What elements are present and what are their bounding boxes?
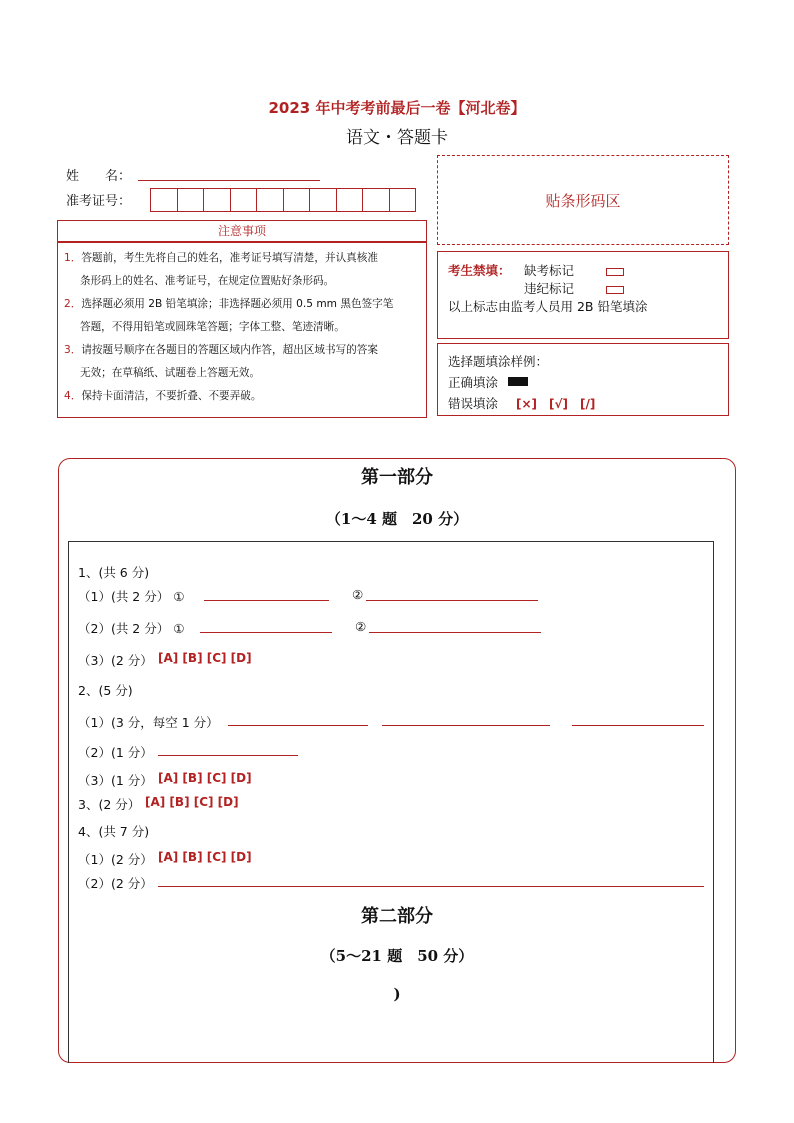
q1-header: 1、(共 6 分) (78, 565, 150, 580)
q4-2-label: （2）(2 分） (78, 876, 153, 891)
notice-item: 4．保持卡面清洁，不要折叠、不要弄破。 (64, 390, 262, 402)
correct-fill-sample (508, 377, 528, 386)
q2-header: 2、(5 分) (78, 683, 133, 698)
q1-1-answer-b[interactable] (366, 600, 538, 601)
absent-label: 缺考标记 (524, 263, 575, 278)
violation-label: 违纪标记 (524, 281, 575, 296)
q4-2-answer[interactable] (158, 886, 704, 887)
fill-example-title: 选择题填涂样例： (448, 354, 549, 369)
q1-1-circle2: ② (352, 587, 364, 602)
q1-3-label: （3）(2 分） (78, 653, 153, 668)
id-box[interactable] (151, 189, 178, 211)
id-box[interactable] (231, 189, 258, 211)
q4-1-label: （1）(2 分） (78, 852, 153, 867)
notice-item: 3．请按题号顺序在各题目的答题区域内作答，超出区域书写的答案 (64, 344, 378, 356)
notice-item: 1．答题前，考生先将自己的姓名，准考证号填写清楚，并认真核准 (64, 252, 378, 264)
card-subtitle: 语文・答题卡 (346, 128, 448, 148)
id-box[interactable] (284, 189, 311, 211)
name-label: 姓 名： (66, 169, 132, 184)
wrong-fill-label: 错误填涂 (448, 396, 499, 411)
id-box[interactable] (257, 189, 284, 211)
id-box[interactable] (310, 189, 337, 211)
notice-item-cont: 条形码上的姓名、准考证号，在规定位置贴好条形码。 (80, 275, 335, 287)
part2-range: （5～21 题 50 分） (320, 947, 474, 965)
q2-1-answer-a[interactable] (228, 725, 368, 726)
q1-1-answer-a[interactable] (204, 600, 329, 601)
q2-1-answer-b[interactable] (382, 725, 550, 726)
q2-3-options[interactable]: [A] [B] [C] [D] (158, 771, 252, 785)
id-box[interactable] (390, 189, 416, 211)
barcode-area (437, 155, 729, 245)
correct-fill-label: 正确填涂 (448, 375, 499, 390)
q3-label: 3、(2 分） (78, 797, 141, 812)
q2-3-label: （3）(1 分） (78, 773, 153, 788)
forbid-label: 考生禁填： (448, 263, 511, 278)
q2-1-label: （1）(3 分，每空 1 分） (78, 715, 219, 730)
id-box[interactable] (178, 189, 205, 211)
notice-item: 2．选择题必须用 2B 铅笔填涂；非选择题必须用 0.5 mm 黑色签字笔 (64, 298, 394, 310)
q2-2-label: （2）(1 分） (78, 745, 153, 760)
notice-heading: 注意事项 (57, 220, 427, 242)
q1-1-label: （1）(共 2 分） ① (78, 589, 185, 604)
id-box[interactable] (337, 189, 364, 211)
notice-item-cont: 答题，不得用铅笔或圆珠笔答题；字体工整、笔迹清晰。 (80, 321, 345, 333)
q4-header: 4、(共 7 分) (78, 824, 150, 839)
q1-2-answer-a[interactable] (200, 632, 332, 633)
fill-example-box (437, 343, 729, 416)
q2-1-answer-c[interactable] (572, 725, 704, 726)
barcode-label: 贴条形码区 (545, 191, 621, 210)
part2-bracket: ) (393, 985, 401, 1003)
q3-options[interactable]: [A] [B] [C] [D] (145, 795, 239, 809)
q1-2-answer-b[interactable] (369, 632, 541, 633)
exam-title: 2023 年中考考前最后一卷【河北卷】 (268, 99, 526, 117)
id-number-boxes[interactable] (150, 188, 416, 212)
q1-2-circle2: ② (355, 619, 367, 634)
absent-mark[interactable] (606, 264, 624, 279)
wrong-fill-samples: [×] [√] [/] (516, 397, 596, 411)
part2-title: 第二部分 (361, 906, 433, 927)
id-box[interactable] (204, 189, 231, 211)
id-box[interactable] (363, 189, 390, 211)
q1-3-options[interactable]: [A] [B] [C] [D] (158, 651, 252, 665)
forbid-note: 以上标志由监考人员用 2B 铅笔填涂 (448, 299, 648, 314)
proctor-only-box (437, 251, 729, 339)
part1-range: （1～4 题 20 分） (325, 510, 469, 528)
notice-item-cont: 无效；在草稿纸、试题卷上答题无效。 (80, 367, 261, 379)
q1-2-label: （2）(共 2 分） ① (78, 621, 185, 636)
q4-1-options[interactable]: [A] [B] [C] [D] (158, 850, 252, 864)
name-field[interactable] (138, 180, 320, 181)
q2-2-answer[interactable] (158, 755, 298, 756)
violation-mark[interactable] (606, 282, 624, 297)
notice-box (57, 242, 427, 418)
part1-title: 第一部分 (361, 467, 433, 488)
id-label: 准考证号： (66, 194, 132, 209)
